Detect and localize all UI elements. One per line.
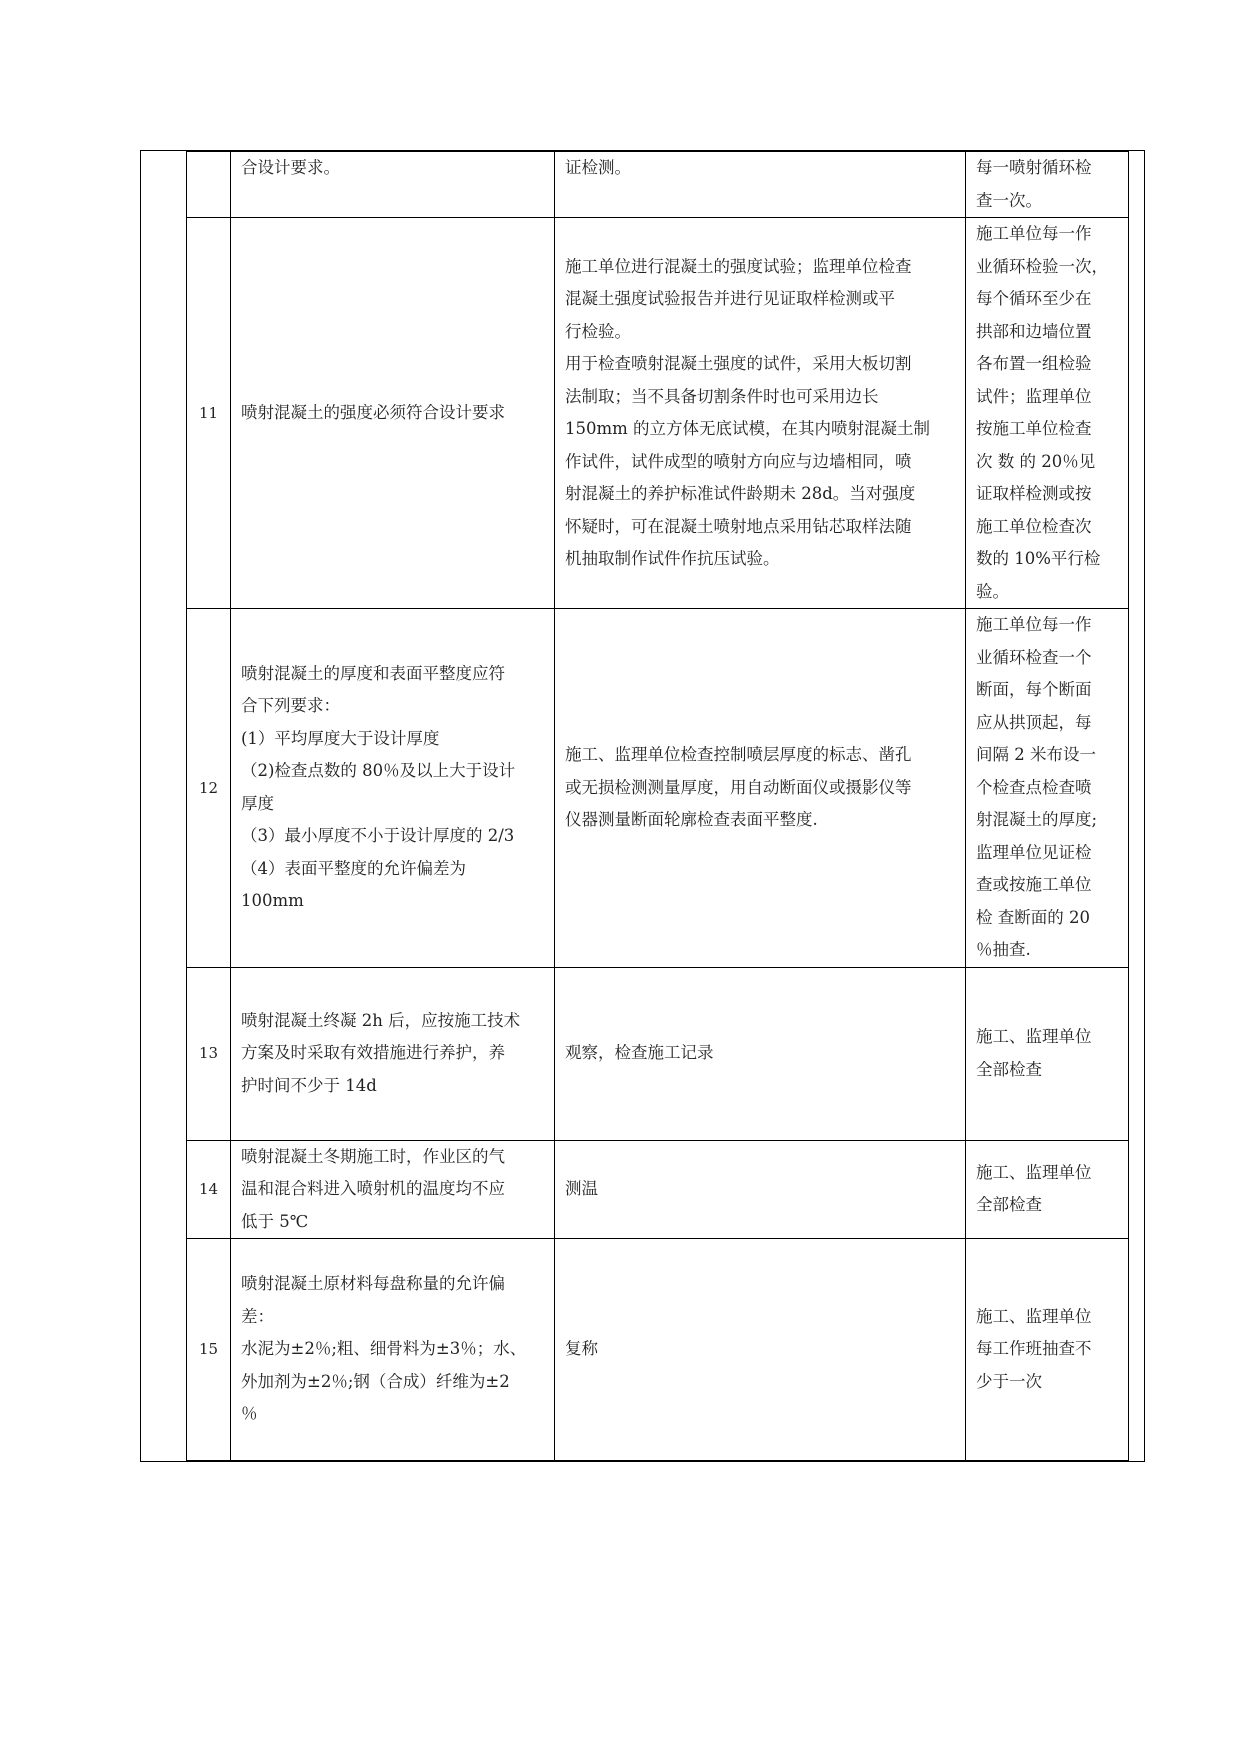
frequency-line: 按施工单位检查 [976,419,1092,438]
requirement-line: 外加剂为±2％;钢（合成）纤维为±2 [241,1371,510,1391]
method-line: 行检验。 [565,321,631,341]
requirement-line: 喷射混凝土的厚度和表面平整度应符 [241,663,505,683]
method-line: 测温 [565,1179,598,1198]
method-cell [555,218,966,609]
frequency-line: 施工、监理单位 [976,1027,1092,1046]
requirement-line: 喷射混凝土终凝 2h 后，应按施工技术 [241,1010,521,1030]
requirement-line: 喷射混凝土原材料每盘称量的允许偏 [241,1274,505,1294]
frequency-cell [966,152,1129,218]
requirement-cell [231,218,555,609]
row-number: 14 [187,1140,231,1239]
row-number [187,152,231,218]
method-line: 法制取；当不具备切割条件时也可采用边长 [565,386,879,406]
frequency-line: 施工单位检查次 [976,516,1092,536]
requirement-line: 合下列要求： [241,696,340,716]
requirement-line: 温和混合料进入喷射机的温度均不应 [241,1179,505,1198]
table-row [187,218,1129,609]
requirement-cell [231,152,555,218]
method-line: 怀疑时，可在混凝土喷射地点采用钻芯取样法随 [565,516,912,536]
method-line: 150mm 的立方体无底试模，在其内喷射混凝土制 [565,419,931,438]
inspection-table [186,151,1129,1461]
frequency-line: 试件；监理单位 [976,386,1092,406]
frequency-line: 射混凝土的厚度; [976,810,1098,829]
requirement-cell [231,1239,555,1461]
outer-right-rule [1128,151,1129,1462]
method-cell [555,152,966,218]
frequency-cell [966,1239,1129,1461]
requirement-cell [231,967,555,1140]
requirement-cell [231,1140,555,1239]
frequency-line: 数的 10%平行检 [976,549,1101,568]
frequency-cell [966,609,1129,968]
frequency-line: 少于一次 [976,1371,1042,1391]
row-number: 12 [187,609,231,968]
frequency-cell [966,218,1129,609]
frequency-cell [966,1140,1129,1239]
frequency-line: 施工单位每一作 [976,615,1092,634]
frequency-line: 业循环检查一个 [976,647,1092,667]
method-line: 复称 [565,1339,598,1359]
requirement-line: （3）最小厚度不小于设计厚度的 2/3 [241,826,515,846]
frequency-cell [966,967,1129,1140]
frequency-line: 查一次。 [976,190,1042,210]
method-line: 射混凝土的养护标准试件龄期未 28d。当对强度 [565,484,916,503]
frequency-line: 每一喷射循环检 [976,158,1092,177]
method-cell [555,967,966,1140]
requirement-line: 水泥为±2％;粗、细骨料为±3％；水、 [241,1339,527,1359]
frequency-line: 拱部和边墙位置 [976,321,1092,341]
frequency-line: 次 数 的 20％见 [976,451,1096,471]
frequency-line: 应从拱顶起，每 [976,712,1092,732]
frequency-line: 每工作班抽查不 [976,1339,1092,1359]
method-line: 施工单位进行混凝土的强度试验；监理单位检查 [565,256,912,276]
frequency-line: 查或按施工单位 [976,875,1092,894]
frequency-line: 验。 [976,581,1009,601]
frequency-line: 全部检查 [976,1059,1042,1079]
method-cell [555,609,966,968]
table-row [187,1140,1129,1239]
frequency-line: ％抽查. [976,940,1031,959]
requirement-line: 100mm [241,891,304,911]
requirement-cell [231,609,555,968]
frequency-line: 每个循环至少在 [976,289,1092,308]
frequency-line: 施工单位每一作 [976,224,1092,243]
requirement-line: (1）平均厚度大于设计厚度 [241,728,440,748]
method-line: 或无损检测测量厚度，用自动断面仪或摄影仪等 [565,777,912,797]
requirement-line: 低于 5℃ [241,1211,309,1231]
requirement-line: ％ [241,1404,258,1424]
frequency-line: 施工、监理单位 [976,1162,1092,1182]
method-line: 证检测。 [565,158,631,177]
method-cell [555,1239,966,1461]
method-line: 用于检查喷射混凝土强度的试件，采用大板切割 [565,354,912,373]
requirement-line: 差： [241,1306,274,1326]
requirement-line: 护时间不少于 14d [241,1075,377,1095]
method-line: 观察，检查施工记录 [565,1043,714,1063]
requirement-line: 喷射混凝土冬期施工时，作业区的气 [241,1146,505,1166]
row-number: 11 [187,218,231,609]
frequency-line: 业循环检验一次， [976,256,1108,276]
frequency-line: 检 查断面的 20 [976,907,1090,927]
method-cell [555,1140,966,1239]
requirement-line: 厚度 [241,793,274,813]
requirement-line: 方案及时采取有效措施进行养护，养 [241,1043,505,1063]
method-line: 仪器测量断面轮廓检查表面平整度. [565,810,818,829]
frequency-line: 间隔 2 米布设一 [976,745,1096,764]
frequency-line: 个检查点检查喷 [976,777,1092,797]
method-line: 混凝土强度试验报告并进行见证取样检测或平 [565,289,895,308]
table-row [187,152,1129,218]
frequency-line: 全部检查 [976,1195,1042,1215]
frequency-line: 施工、监理单位 [976,1306,1092,1326]
row-number: 15 [187,1239,231,1461]
method-line: 作试件，试件成型的喷射方向应与边墙相同，喷 [565,451,912,471]
frequency-line: 证取样检测或按 [976,484,1092,503]
requirement-line: （2)检查点数的 80％及以上大于设计 [241,761,516,781]
frequency-line: 各布置一组检验 [976,354,1092,373]
table-row [187,609,1129,968]
row-number: 13 [187,967,231,1140]
requirement-line: （4）表面平整度的允许偏差为 [241,858,466,878]
requirement-line: 喷射混凝土的强度必须符合设计要求 [241,402,505,422]
frequency-line: 断面，每个断面 [976,680,1092,699]
method-line: 施工、监理单位检查控制喷层厚度的标志、凿孔 [565,745,912,764]
frequency-line: 监理单位见证检 [976,842,1092,862]
method-line: 机抽取制作试件作抗压试验。 [565,549,780,568]
table-row [187,1239,1129,1461]
table-row [187,967,1129,1140]
requirement-line: 合设计要求。 [241,158,340,177]
